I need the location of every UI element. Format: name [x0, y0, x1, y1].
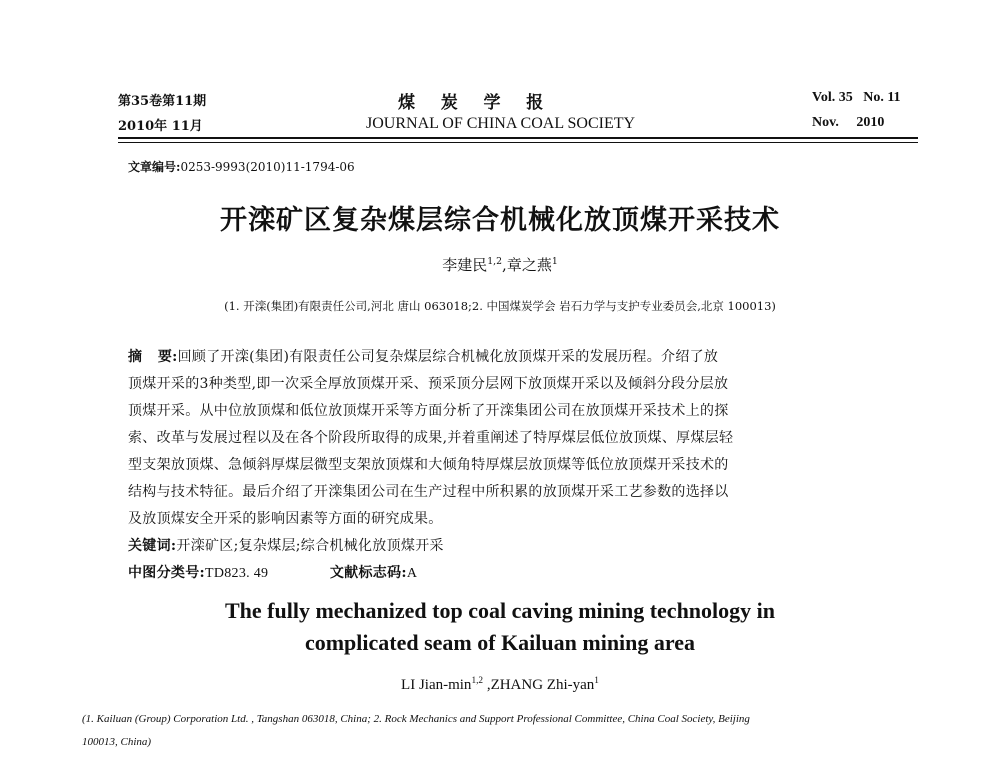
journal-title-cn: 煤 炭 学 报 — [398, 93, 546, 113]
classification — [128, 562, 888, 582]
article-number-label: 文章编号: — [128, 160, 181, 174]
abstract-line-5: 型支架放顶煤、急倾斜厚煤层微型支架放顶煤和大倾角特厚煤层放顶煤等低位放顶煤开采技术的 — [128, 457, 729, 473]
author-2-cn: 章之燕 — [506, 256, 552, 274]
author-1-en: LI Jian-min — [401, 677, 472, 693]
clc-value: TD823. 49 — [204, 566, 269, 581]
abstract-line-3: 顶煤开采。从中位放顶煤和低位放顶煤开采等方面分析了开滦集团公司在放顶煤开采技术上的探 — [128, 403, 729, 419]
keywords-label: 关键词: — [128, 538, 177, 554]
title-cn: 开滦矿区复杂煤层综合机械化放顶煤开采技术 — [220, 205, 780, 236]
title-en-line-1: The fully mechanized top coal caving mining technology in — [224, 598, 776, 623]
abstract-line-7: 及放顶煤安全开采的影响因素等方面的研究成果。 — [128, 511, 443, 527]
header-rule-thick — [118, 137, 918, 139]
abstract-text: 回顾了开滦(集团)有限责任公司复杂煤层综合机械化放顶煤开采的发展历程。介绍了放 — [177, 349, 719, 365]
date-en: Nov. 2010 — [812, 115, 885, 130]
authors-cn — [0, 254, 1000, 275]
author-2-affil-sup: 1 — [551, 256, 558, 267]
affiliation-cn: (1. 开滦(集团)有限责任公司,河北 唐山 063018;2. 中国煤炭学会 岩石力学与支护专业委员会,北京 100013) — [224, 299, 776, 313]
article-number-value: 0253-9993(2010)11-1794-06 — [180, 160, 355, 174]
abstract-line-4: 索、改革与发展过程以及在各个阶段所取得的成果,并着重阐述了特厚煤层低位放顶煤、厚煤层轻 — [128, 430, 734, 446]
author-1-cn: 李建民 — [442, 256, 488, 274]
author-en-separator: , — [483, 677, 491, 693]
doc-code-value: A — [406, 566, 418, 581]
abstract-line-2: 顶煤开采的3种类型,即一次采全厚放顶煤开采、预采顶分层网下放顶煤开采以及倾斜分段分层放 — [128, 376, 729, 392]
author-2-en: ZHANG Zhi-yan — [490, 677, 595, 693]
author-separator: , — [502, 256, 507, 274]
author-1-en-sup: 1,2 — [471, 676, 484, 686]
abstract-label: 摘 要: — [128, 349, 178, 365]
authors-en — [0, 677, 1000, 694]
author-1-affil-sup: 1,2 — [487, 256, 503, 267]
date-cn: 2010年 11月 — [118, 119, 203, 134]
keywords-value: 开滦矿区;复杂煤层;综合机械化放顶煤开采 — [176, 538, 444, 554]
header-rule-thin — [118, 142, 918, 143]
author-2-en-sup: 1 — [594, 676, 599, 686]
affiliation-en-line-2: 100013, China) — [82, 736, 152, 748]
affiliation-en-line-1: (1. Kailuan (Group) Corporation Ltd. , Tangshan 063018, China; 2. Rock Mechanics and Support Professional Committee, China Coal Society, Beijing — [82, 713, 750, 725]
abstract-line-1 — [128, 346, 888, 366]
journal-title-en: JOURNAL OF CHINA COAL SOCIETY — [366, 115, 636, 132]
article-number — [128, 158, 355, 175]
title-en-line-2: complicated seam of Kailuan mining area — [304, 630, 696, 655]
doc-code-label: 文献标志码: — [329, 565, 407, 581]
clc-label: 中图分类号: — [128, 565, 205, 581]
keywords — [128, 535, 888, 555]
abstract-line-6: 结构与技术特征。最后介绍了开滦集团公司在生产过程中所积累的放顶煤开采工艺参数的选择以 — [128, 484, 729, 500]
volume-issue-en: Vol. 35 No. 11 — [812, 90, 901, 105]
volume-issue-cn: 第35卷第11期 — [118, 94, 207, 109]
